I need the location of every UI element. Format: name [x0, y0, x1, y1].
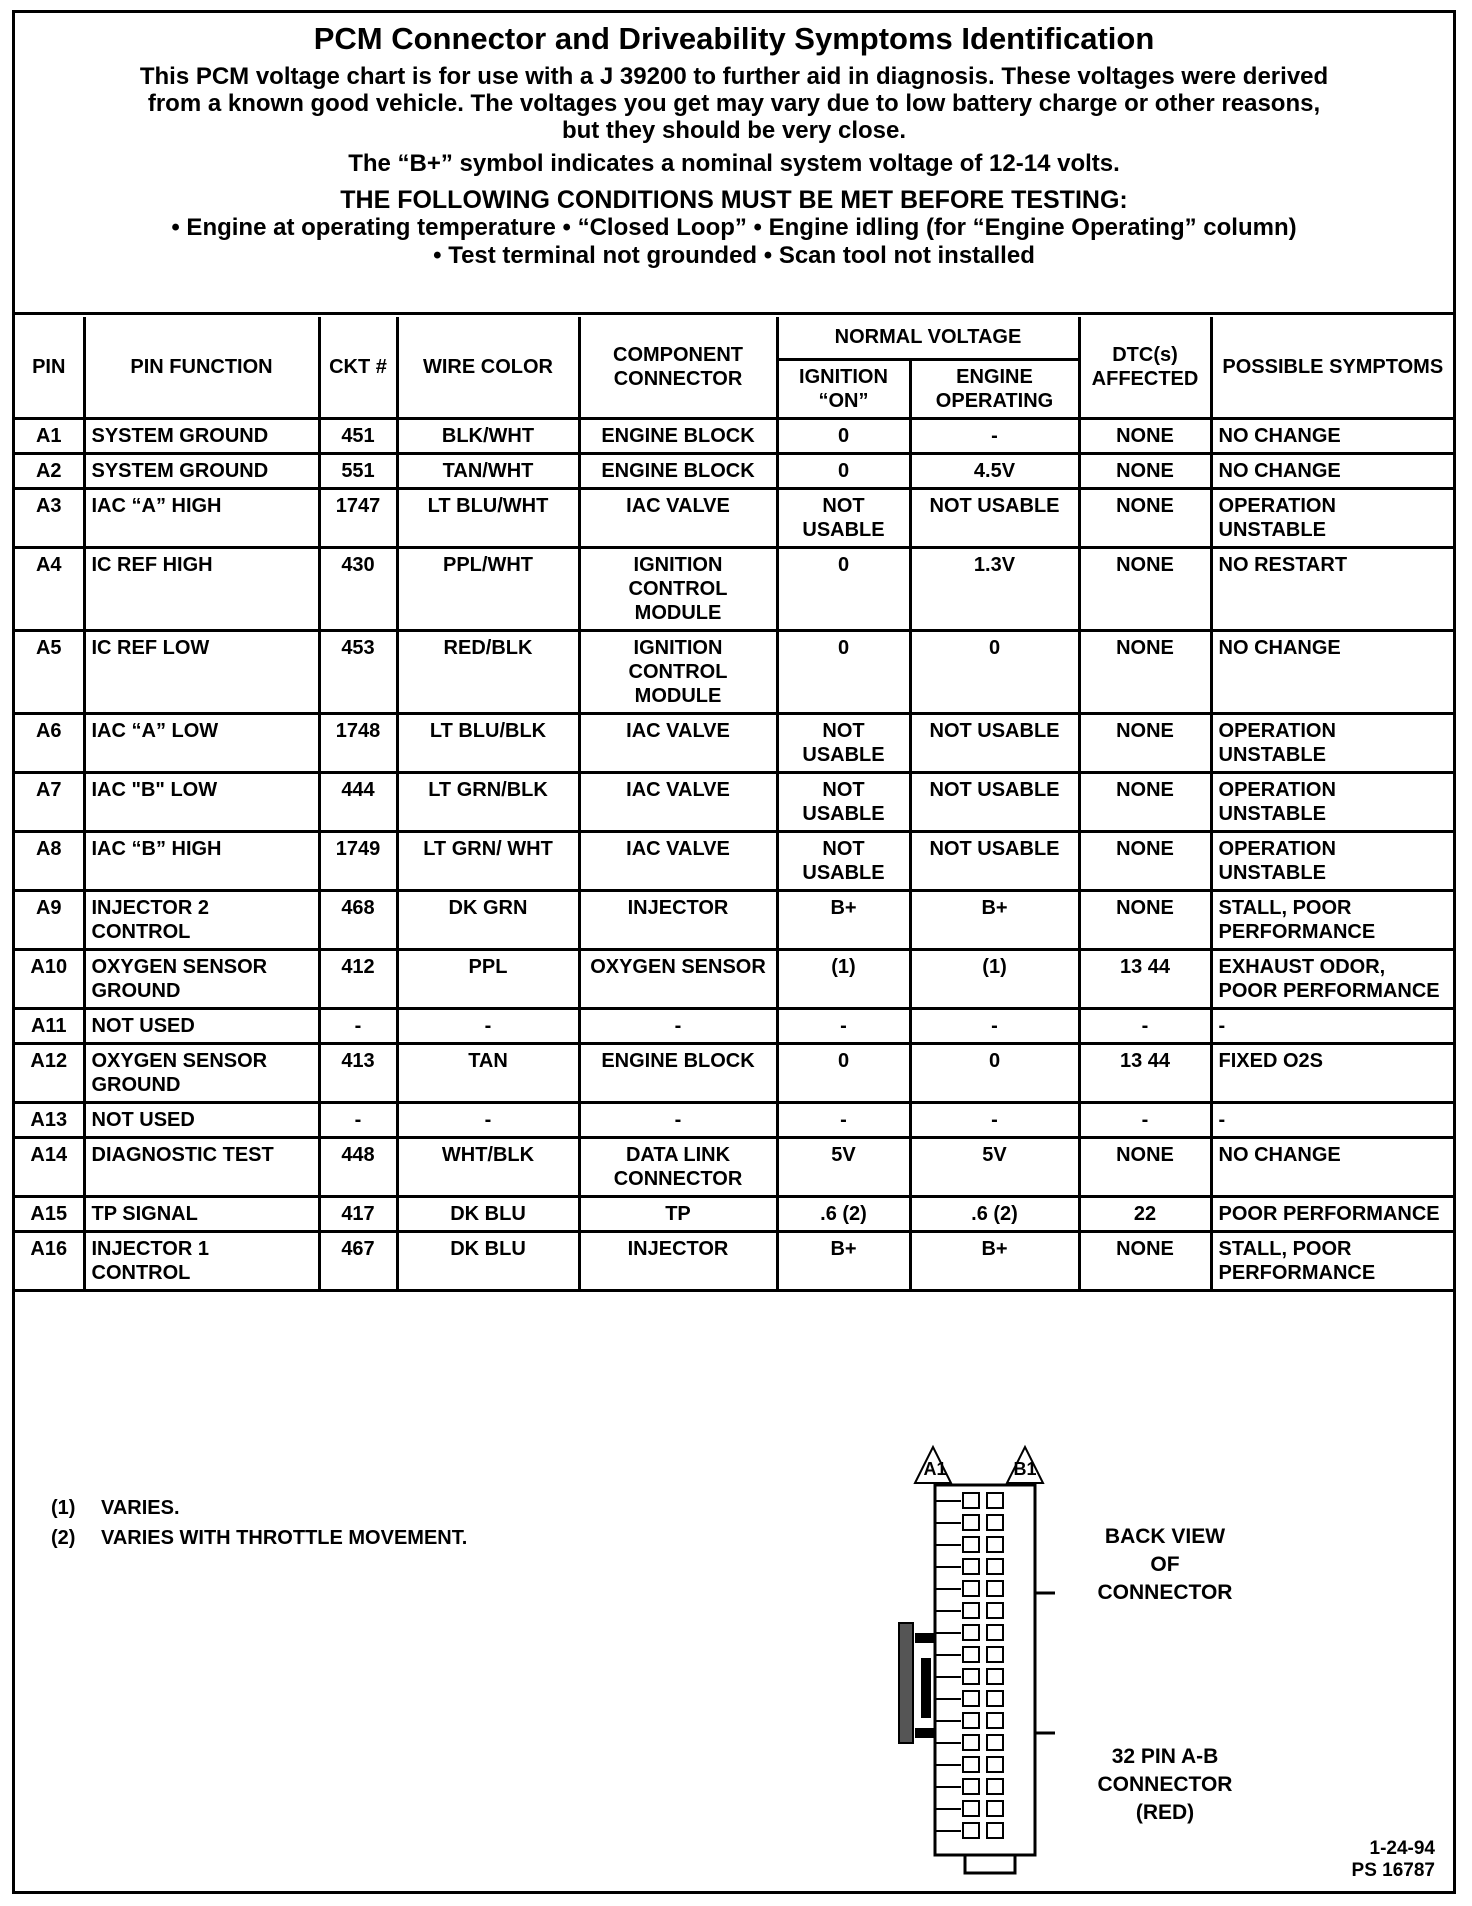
pin-cavity	[963, 1757, 979, 1772]
cell-component: ENGINE BLOCK	[579, 1043, 777, 1102]
table-row	[15, 1043, 1453, 1102]
cell-wire-color: PPL	[397, 949, 579, 1008]
footnote-text: VARIES.	[101, 1497, 180, 1519]
pin-b1-label: B1	[1013, 1459, 1037, 1479]
cell-wire-color: WHT/BLK	[397, 1137, 579, 1196]
cell-dtc: NONE	[1079, 488, 1211, 547]
cell-wire-color: DK BLU	[397, 1196, 579, 1231]
table-row	[15, 630, 1453, 713]
cell-ckt: 448	[319, 1137, 397, 1196]
cell-ckt: 1747	[319, 488, 397, 547]
pin-cavity	[963, 1515, 979, 1530]
connector-lock-mark	[915, 1633, 935, 1643]
cell-symptoms: POOR PERFORMANCE	[1211, 1196, 1453, 1231]
cell-ckt: 430	[319, 547, 397, 630]
cell-dtc: 22	[1079, 1196, 1211, 1231]
cell-symptoms: NO CHANGE	[1211, 1137, 1453, 1196]
pin-cavity	[987, 1515, 1003, 1530]
cell-dtc: NONE	[1079, 831, 1211, 890]
cell-engine-operating: (1)	[910, 949, 1079, 1008]
pin-cavity	[963, 1581, 979, 1596]
connector-bottom-tab	[965, 1855, 1015, 1873]
cell-pin-function: OXYGEN SENSOR GROUND	[84, 1043, 319, 1102]
cell-pin: A4	[15, 547, 84, 630]
cell-ignition-on: (1)	[777, 949, 910, 1008]
cell-ckt: -	[319, 1008, 397, 1043]
table-row	[15, 418, 1453, 453]
cell-ignition-on: 0	[777, 418, 910, 453]
cell-pin-function: SYSTEM GROUND	[84, 453, 319, 488]
cell-component: OXYGEN SENSOR	[579, 949, 777, 1008]
cell-symptoms: FIXED O2S	[1211, 1043, 1453, 1102]
header-pin: PIN	[15, 317, 84, 418]
cell-engine-operating: NOT USABLE	[910, 831, 1079, 890]
connector-lock-mark	[921, 1658, 931, 1718]
pin-cavity	[987, 1779, 1003, 1794]
cell-ckt: 453	[319, 630, 397, 713]
cell-component: DATA LINK CONNECTOR	[579, 1137, 777, 1196]
back-view-line-1: BACK VIEW	[1104, 1525, 1226, 1548]
table-row	[15, 1102, 1453, 1137]
connector-lock-mark	[915, 1728, 935, 1738]
cell-symptoms: NO CHANGE	[1211, 453, 1453, 488]
header	[15, 13, 1453, 315]
pin-cavity	[963, 1669, 979, 1684]
back-view-label	[1085, 1523, 1245, 1607]
cell-symptoms: OPERATION UNSTABLE	[1211, 831, 1453, 890]
cell-component: ENGINE BLOCK	[579, 453, 777, 488]
cell-ckt: 444	[319, 772, 397, 831]
conditions-title: THE FOLLOWING CONDITIONS MUST BE MET BEFORE TESTING:	[340, 186, 1128, 214]
pin-cavity	[963, 1735, 979, 1750]
pin-cavity	[963, 1647, 979, 1662]
header-normal-voltage: NORMAL VOLTAGE	[777, 317, 1079, 359]
intro-text	[45, 63, 1423, 144]
cell-dtc: NONE	[1079, 713, 1211, 772]
cell-wire-color: -	[397, 1102, 579, 1137]
header-possible-symptoms: POSSIBLE SYMPTOMS	[1211, 317, 1453, 418]
cell-ckt: 1748	[319, 713, 397, 772]
cell-symptoms: OPERATION UNSTABLE	[1211, 772, 1453, 831]
connector-diagram	[895, 1443, 1255, 1883]
cell-ckt: 417	[319, 1196, 397, 1231]
table-row	[15, 547, 1453, 630]
cell-symptoms: NO CHANGE	[1211, 630, 1453, 713]
cell-pin-function: DIAGNOSTIC TEST	[84, 1137, 319, 1196]
cell-pin-function: TP SIGNAL	[84, 1196, 319, 1231]
page-title: PCM Connector and Driveability Symptoms Identification	[313, 21, 1155, 56]
pin-cavity	[963, 1801, 979, 1816]
cell-pin-function: IAC “A” HIGH	[84, 488, 319, 547]
cell-symptoms: OPERATION UNSTABLE	[1211, 488, 1453, 547]
cell-pin: A15	[15, 1196, 84, 1231]
cell-component: -	[579, 1008, 777, 1043]
cell-wire-color: LT BLU/WHT	[397, 488, 579, 547]
cell-engine-operating: NOT USABLE	[910, 488, 1079, 547]
table-row	[15, 488, 1453, 547]
cell-pin: A7	[15, 772, 84, 831]
cell-component: -	[579, 1102, 777, 1137]
cell-engine-operating: -	[910, 1008, 1079, 1043]
cell-ckt: 412	[319, 949, 397, 1008]
cell-ignition-on: B+	[777, 1231, 910, 1290]
cell-pin: A8	[15, 831, 84, 890]
cell-dtc: NONE	[1079, 453, 1211, 488]
cell-engine-operating: B+	[910, 890, 1079, 949]
pin-cavity	[987, 1537, 1003, 1552]
cell-component: ENGINE BLOCK	[579, 418, 777, 453]
pin-cavity	[987, 1691, 1003, 1706]
pin-cavity	[987, 1581, 1003, 1596]
pin-cavity	[963, 1713, 979, 1728]
pin-cavity	[987, 1647, 1003, 1662]
cell-ignition-on: 5V	[777, 1137, 910, 1196]
cell-component: IAC VALVE	[579, 713, 777, 772]
pin-cavity	[963, 1691, 979, 1706]
cell-component: IGNITION CONTROL MODULE	[579, 630, 777, 713]
cell-dtc: NONE	[1079, 890, 1211, 949]
pin-cavity	[987, 1713, 1003, 1728]
footnote-number: (2)	[51, 1527, 76, 1549]
cell-symptoms: STALL, POOR PERFORMANCE	[1211, 1231, 1453, 1290]
cell-ignition-on: 0	[777, 1043, 910, 1102]
footnote-text: VARIES WITH THROTTLE MOVEMENT.	[101, 1527, 468, 1549]
cell-symptoms: OPERATION UNSTABLE	[1211, 713, 1453, 772]
intro-line-2: from a known good vehicle. The voltages you get may vary due to low battery charge or other reasons,	[147, 90, 1321, 117]
cell-pin: A9	[15, 890, 84, 949]
header-pin-function: PIN FUNCTION	[84, 317, 319, 418]
cell-symptoms: -	[1211, 1008, 1453, 1043]
cell-ignition-on: .6 (2)	[777, 1196, 910, 1231]
table-row	[15, 949, 1453, 1008]
cell-engine-operating: -	[910, 1102, 1079, 1137]
cell-ignition-on: 0	[777, 453, 910, 488]
connector-latch	[1035, 1593, 1055, 1733]
cell-ckt: -	[319, 1102, 397, 1137]
intro-line-3: but they should be very close.	[561, 117, 907, 144]
cell-pin-function: NOT USED	[84, 1008, 319, 1043]
conditions-line-2: • Test terminal not grounded • Scan tool not installed	[433, 242, 1035, 269]
pin-rows	[15, 418, 1453, 1290]
pin-a1-label: A1	[923, 1459, 947, 1479]
cell-dtc: NONE	[1079, 547, 1211, 630]
pin-cavity	[963, 1493, 979, 1508]
cell-ignition-on: -	[777, 1102, 910, 1137]
pin-cavity	[963, 1603, 979, 1618]
cell-component: IAC VALVE	[579, 831, 777, 890]
footnote-number: (1)	[51, 1497, 76, 1519]
pin-cavity	[987, 1669, 1003, 1684]
pin-cavity	[987, 1823, 1003, 1838]
table-row	[15, 713, 1453, 772]
back-view-line-2: OF	[1150, 1553, 1180, 1576]
cell-pin: A12	[15, 1043, 84, 1102]
cell-dtc: NONE	[1079, 418, 1211, 453]
cell-pin: A10	[15, 949, 84, 1008]
header-ignition-on: IGNITION “ON”	[777, 359, 910, 418]
cell-pin: A11	[15, 1008, 84, 1043]
cell-wire-color: LT GRN/ WHT	[397, 831, 579, 890]
pin-table	[15, 317, 1453, 1292]
cell-engine-operating: 5V	[910, 1137, 1079, 1196]
connector-drawing	[895, 1443, 1055, 1883]
cell-engine-operating: NOT USABLE	[910, 772, 1079, 831]
cell-ignition-on: NOT USABLE	[777, 713, 910, 772]
cell-pin: A2	[15, 453, 84, 488]
document-date: 1-24-94	[1369, 1838, 1435, 1859]
document-ps-number: PS 16787	[1351, 1860, 1435, 1881]
pin-cavity	[987, 1757, 1003, 1772]
pin-cavity	[987, 1493, 1003, 1508]
cell-pin-function: INJECTOR 1 CONTROL	[84, 1231, 319, 1290]
conditions-line-1: • Engine at operating temperature • “Closed Loop” • Engine idling (for “Engine Operating” column)	[171, 214, 1297, 241]
pin-cavity	[963, 1625, 979, 1640]
cell-pin-function: NOT USED	[84, 1102, 319, 1137]
header-ckt: CKT #	[319, 317, 397, 418]
header-engine-operating: ENGINE OPERATING	[910, 359, 1079, 418]
cell-wire-color: LT BLU/BLK	[397, 713, 579, 772]
document-id	[1352, 1838, 1435, 1882]
cell-wire-color: RED/BLK	[397, 630, 579, 713]
cell-symptoms: NO RESTART	[1211, 547, 1453, 630]
cell-pin-function: IAC “B” HIGH	[84, 831, 319, 890]
cell-wire-color: DK GRN	[397, 890, 579, 949]
cell-dtc: NONE	[1079, 772, 1211, 831]
cell-dtc: 13 44	[1079, 1043, 1211, 1102]
cell-dtc: NONE	[1079, 1231, 1211, 1290]
cell-engine-operating: 0	[910, 630, 1079, 713]
pin-cavity	[987, 1735, 1003, 1750]
header-dtc-affected: DTC(s) AFFECTED	[1079, 317, 1211, 418]
table-row	[15, 890, 1453, 949]
cell-symptoms: -	[1211, 1102, 1453, 1137]
header-component-connector: COMPONENT CONNECTOR	[579, 317, 777, 418]
cell-wire-color: TAN/WHT	[397, 453, 579, 488]
cell-engine-operating: B+	[910, 1231, 1079, 1290]
cell-pin-function: IC REF LOW	[84, 630, 319, 713]
cell-ignition-on: NOT USABLE	[777, 772, 910, 831]
pin-cavity	[987, 1625, 1003, 1640]
back-view-line-3: CONNECTOR	[1097, 1581, 1233, 1604]
footnotes	[51, 1493, 467, 1553]
cell-ignition-on: B+	[777, 890, 910, 949]
cell-engine-operating: .6 (2)	[910, 1196, 1079, 1231]
footnote-1	[51, 1493, 467, 1523]
connector-lock-tab	[899, 1623, 913, 1743]
cell-wire-color: BLK/WHT	[397, 418, 579, 453]
cell-wire-color: PPL/WHT	[397, 547, 579, 630]
header-wire-color: WIRE COLOR	[397, 317, 579, 418]
cell-component: INJECTOR	[579, 890, 777, 949]
cell-pin: A14	[15, 1137, 84, 1196]
cell-component: TP	[579, 1196, 777, 1231]
cell-pin: A13	[15, 1102, 84, 1137]
cell-ckt: 451	[319, 418, 397, 453]
cell-engine-operating: 4.5V	[910, 453, 1079, 488]
cell-ckt: 413	[319, 1043, 397, 1102]
bplus-note: The “B+” symbol indicates a nominal system voltage of 12-14 volts.	[348, 150, 1120, 177]
table-row	[15, 453, 1453, 488]
cell-ckt: 468	[319, 890, 397, 949]
cell-engine-operating: 0	[910, 1043, 1079, 1102]
cell-pin-function: IC REF HIGH	[84, 547, 319, 630]
cell-symptoms: EXHAUST ODOR, POOR PERFORMANCE	[1211, 949, 1453, 1008]
cell-ckt: 551	[319, 453, 397, 488]
cell-ignition-on: 0	[777, 630, 910, 713]
pin-cavity	[987, 1801, 1003, 1816]
cell-pin-function: SYSTEM GROUND	[84, 418, 319, 453]
cell-pin: A1	[15, 418, 84, 453]
pin-cavity	[963, 1537, 979, 1552]
cell-pin: A6	[15, 713, 84, 772]
pin-cavity	[987, 1559, 1003, 1574]
cell-dtc: NONE	[1079, 1137, 1211, 1196]
cell-ignition-on: NOT USABLE	[777, 831, 910, 890]
table-row	[15, 1137, 1453, 1196]
cell-component: IAC VALVE	[579, 488, 777, 547]
connector-type-label	[1085, 1743, 1245, 1827]
cell-wire-color: TAN	[397, 1043, 579, 1102]
cell-pin-function: IAC “A” LOW	[84, 713, 319, 772]
cell-dtc: -	[1079, 1102, 1211, 1137]
cell-dtc: -	[1079, 1008, 1211, 1043]
cell-pin-function: INJECTOR 2 CONTROL	[84, 890, 319, 949]
cell-pin: A16	[15, 1231, 84, 1290]
cell-engine-operating: NOT USABLE	[910, 713, 1079, 772]
cell-wire-color: -	[397, 1008, 579, 1043]
cell-ckt: 467	[319, 1231, 397, 1290]
pin-cavity	[987, 1603, 1003, 1618]
cell-engine-operating: -	[910, 418, 1079, 453]
cell-pin-function: OXYGEN SENSOR GROUND	[84, 949, 319, 1008]
cell-component: INJECTOR	[579, 1231, 777, 1290]
connector-line-1: 32 PIN A-B	[1111, 1745, 1219, 1768]
document-frame	[12, 10, 1456, 1894]
connector-line-2: CONNECTOR	[1097, 1773, 1233, 1796]
cell-wire-color: LT GRN/BLK	[397, 772, 579, 831]
cell-component: IGNITION CONTROL MODULE	[579, 547, 777, 630]
pin-cavity	[963, 1779, 979, 1794]
cell-engine-operating: 1.3V	[910, 547, 1079, 630]
cell-pin-function: IAC "B" LOW	[84, 772, 319, 831]
cell-ignition-on: NOT USABLE	[777, 488, 910, 547]
table-row	[15, 1196, 1453, 1231]
table-row	[15, 1008, 1453, 1043]
cell-ignition-on: -	[777, 1008, 910, 1043]
connector-line-3: (RED)	[1135, 1801, 1195, 1824]
table-row	[15, 772, 1453, 831]
cell-dtc: NONE	[1079, 630, 1211, 713]
cell-ckt: 1749	[319, 831, 397, 890]
pin-cavity	[963, 1559, 979, 1574]
cell-symptoms: STALL, POOR PERFORMANCE	[1211, 890, 1453, 949]
cell-wire-color: DK BLU	[397, 1231, 579, 1290]
table-row	[15, 831, 1453, 890]
cell-component: IAC VALVE	[579, 772, 777, 831]
table-row	[15, 1231, 1453, 1290]
cell-dtc: 13 44	[1079, 949, 1211, 1008]
cell-pin: A5	[15, 630, 84, 713]
cell-ignition-on: 0	[777, 547, 910, 630]
pin-cavity	[963, 1823, 979, 1838]
cell-symptoms: NO CHANGE	[1211, 418, 1453, 453]
intro-line-1: This PCM voltage chart is for use with a J 39200 to further aid in diagnosis. These voltages were derived	[139, 63, 1329, 90]
footnote-2	[51, 1523, 467, 1553]
connector-body	[935, 1485, 1035, 1855]
cell-pin: A3	[15, 488, 84, 547]
